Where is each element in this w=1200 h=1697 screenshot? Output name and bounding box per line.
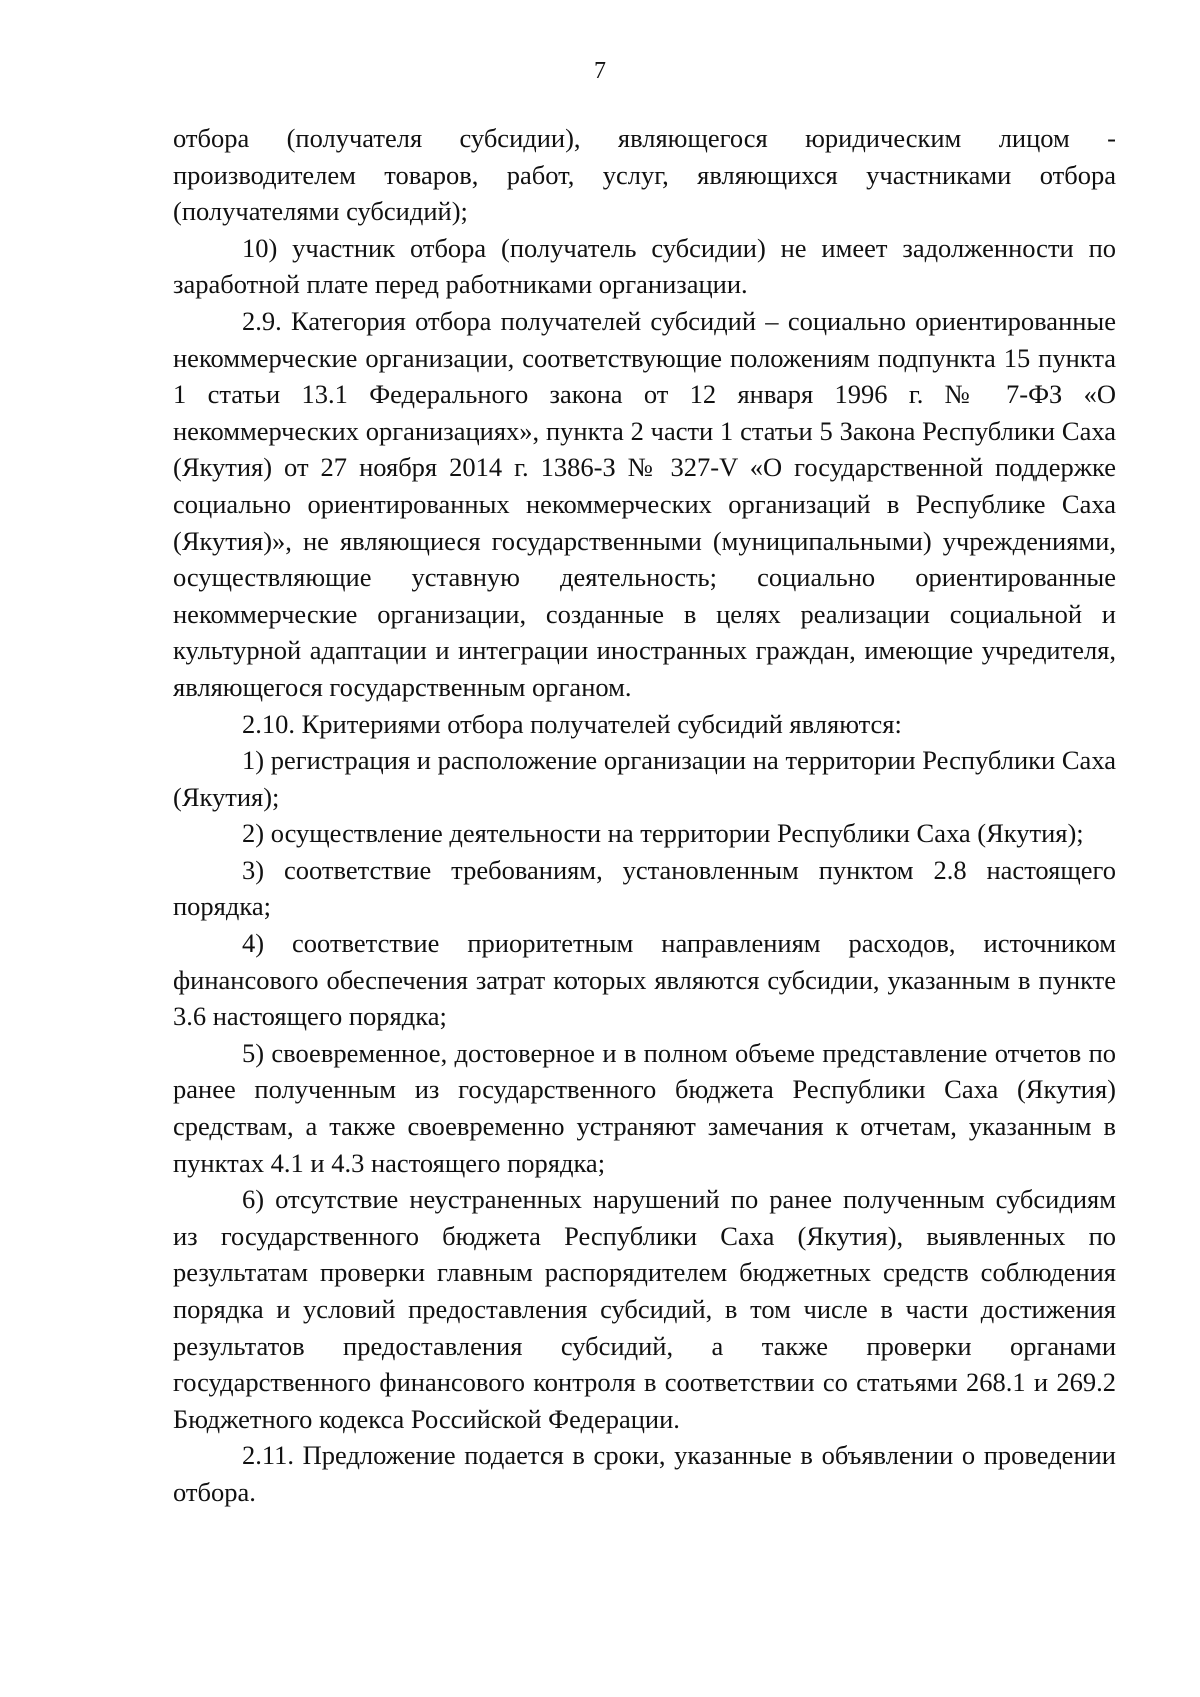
document-body [173, 120, 1116, 1511]
paragraph-criterion-3: 3) соответствие требованиям, установленным пунктом 2.8 настоящего порядка; [173, 854, 1116, 922]
paragraph-continuation: отбора (получателя субсидии), являющегося юридическим лицом - производителем товаров, работ, услуг, являющихся участниками отбора (получателями субсидий); [173, 123, 1116, 227]
paragraph-criterion-2: 2) осуществление деятельности на территории Республики Саха (Якутия); [242, 818, 1084, 849]
paragraph-2-11: 2.11. Предложение подается в сроки, указанные в объявлении о проведении отбора. [173, 1440, 1116, 1507]
paragraph-criterion-6: 6) отсутствие неустраненных нарушений по ранее полученным субсидиям из государственного бюджета Республики Саха (Якутия), выявленных по результатам проверки главным распорядителем бюджетных средств соблюдения порядка и условий предоставления субсидий, в том числе в части достижения результатов предоставления субсидий, а также проверки органами государственного финансового контроля в соответствии со статьями 268.1 и 269.2 Бюджетного кодекса Российской Федерации. [173, 1184, 1116, 1434]
paragraph-item-10: 10) участник отбора (получатель субсидии) не имеет задолженности по заработной плате перед работниками организации. [173, 232, 1116, 300]
paragraph-criterion-5: 5) своевременное, достоверное и в полном объеме представление отчетов по ранее полученным из государственного бюджета Республики Саха (Якутия) средствам, а также своевременно устраняют замечания к отчетам, указанным в пунктах 4.1 и 4.3 настоящего порядка; [173, 1037, 1116, 1178]
paragraph-criterion-1: 1) регистрация и расположение организации на территории Республики Саха (Якутия); [173, 745, 1116, 812]
paragraph-2-9: 2.9. Категория отбора получателей субсидий – социально ориентированные некоммерческие организации, соответствующие положениям подпункта 15 пункта 1 статьи 13.1 Федерального закона от 12 января 1996 г. № 7-ФЗ «О некоммерческих организациях», пункта 2 части 1 статьи 5 Закона Республики Саха (Якутия) от 27 ноября 2014 г. 1386-З № 327-V «О государственной поддержке социально ориентированных некоммерческих организаций в Республике Саха (Якутия)», не являющиеся государственными (муниципальными) учреждениями, осуществляющие уставную деятельность; социально ориентированные некоммерческие организации, созданные в целях реализации социальной и культурной адаптации и интеграции иностранных граждан, имеющие учредителя, являющегося государственным органом. [173, 305, 1116, 702]
paragraph-criterion-4: 4) соответствие приоритетным направлениям расходов, источником финансового обеспечения затрат которых являются субсидии, указанным в пункте 3.6 настоящего порядка; [173, 928, 1116, 1032]
paragraph-2-10: 2.10. Критериями отбора получателей субсидий являются: [242, 708, 902, 739]
page-number: 7 [594, 58, 606, 84]
